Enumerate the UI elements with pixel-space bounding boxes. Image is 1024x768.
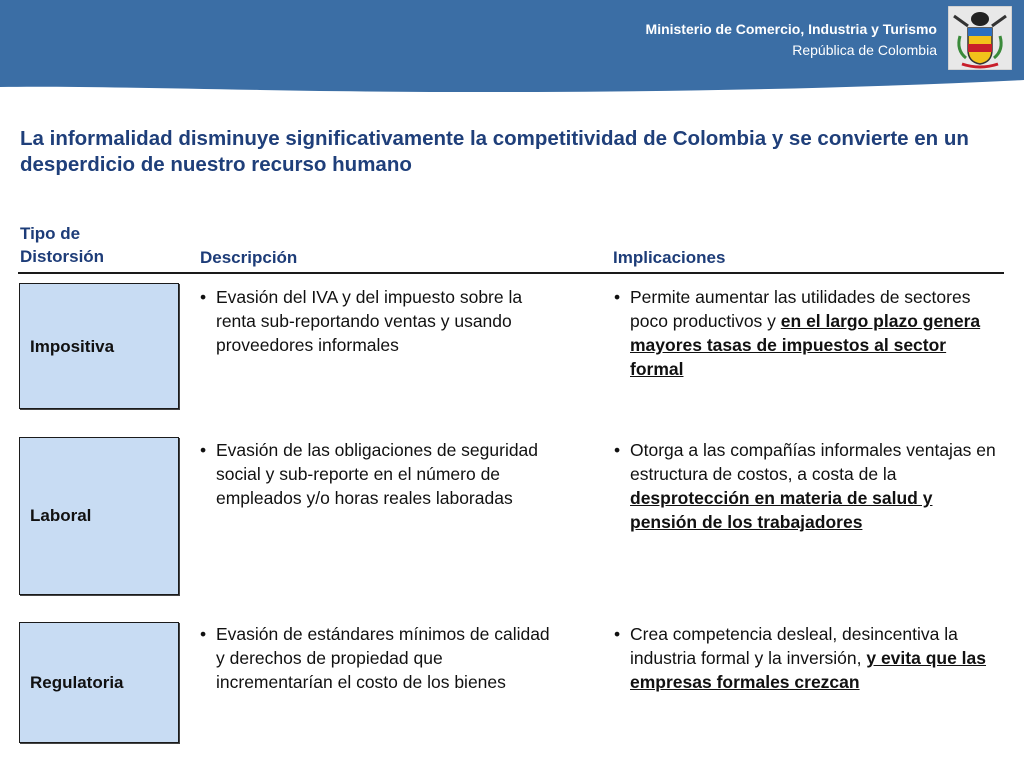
description-text: Evasión del IVA y del impuesto sobre la renta sub-reportando ventas y usando proveedores informales	[216, 287, 523, 355]
category-box-laboral	[19, 437, 179, 595]
implication-emphasis: y evita que las empresas formales crezcan	[630, 648, 987, 692]
category-box-impositiva	[19, 283, 179, 409]
implication-emphasis: en el largo plazo genera mayores tasas de impuestos al sector formal	[630, 311, 981, 379]
bullet-icon: •	[200, 287, 207, 307]
column-header-description: Descripción	[200, 248, 298, 267]
slide-title: La informalidad disminuye significativamente la competitividad de Colombia y se convierte en un desperdicio de nuestro recurso humano	[20, 127, 969, 176]
bullet-icon: •	[614, 287, 621, 307]
column-header-type-line1: Tipo de	[20, 224, 81, 243]
category-box-regulatoria	[19, 622, 179, 743]
implication-text: Permite aumentar las utilidades de sectores poco productivos y	[630, 287, 971, 331]
column-header-type	[20, 222, 104, 268]
bullet-icon: •	[200, 440, 207, 460]
implication-text: Crea competencia desleal, desincentiva la industria formal y la inversión,	[630, 624, 958, 668]
description-bullet	[200, 622, 561, 694]
bullet-icon: •	[614, 624, 621, 644]
header-band	[0, 0, 1024, 92]
bullet-icon: •	[200, 624, 207, 644]
implication-bullet	[614, 622, 1000, 694]
category-label: Laboral	[30, 506, 92, 525]
implication-bullet	[614, 438, 1000, 534]
description-bullet	[200, 285, 561, 357]
column-header-implications: Implicaciones	[613, 248, 726, 267]
description-bullet	[200, 438, 571, 510]
coat-of-arms-icon	[948, 6, 1012, 70]
country-name: República de Colombia	[792, 42, 937, 58]
bullet-icon: •	[614, 440, 621, 460]
implication-bullet	[614, 285, 1000, 381]
category-label: Impositiva	[30, 337, 115, 356]
description-text: Evasión de las obligaciones de seguridad social y sub-reporte en el número de empleados y/o horas reales laboradas	[216, 440, 539, 508]
description-text: Evasión de estándares mínimos de calidad y derechos de propiedad que incrementarían el costo de los bienes	[216, 624, 550, 692]
header-text	[646, 19, 937, 61]
category-label: Regulatoria	[30, 673, 124, 692]
header-divider	[18, 272, 1004, 274]
ministry-name: Ministerio de Comercio, Industria y Turismo	[645, 21, 937, 37]
implication-emphasis: desprotección en materia de salud y pensión de los trabajadores	[630, 488, 933, 532]
column-header-type-line2: Distorsión	[20, 247, 105, 266]
implication-text: Otorga a las compañías informales ventajas en estructura de costos, a costa de la	[630, 440, 996, 484]
